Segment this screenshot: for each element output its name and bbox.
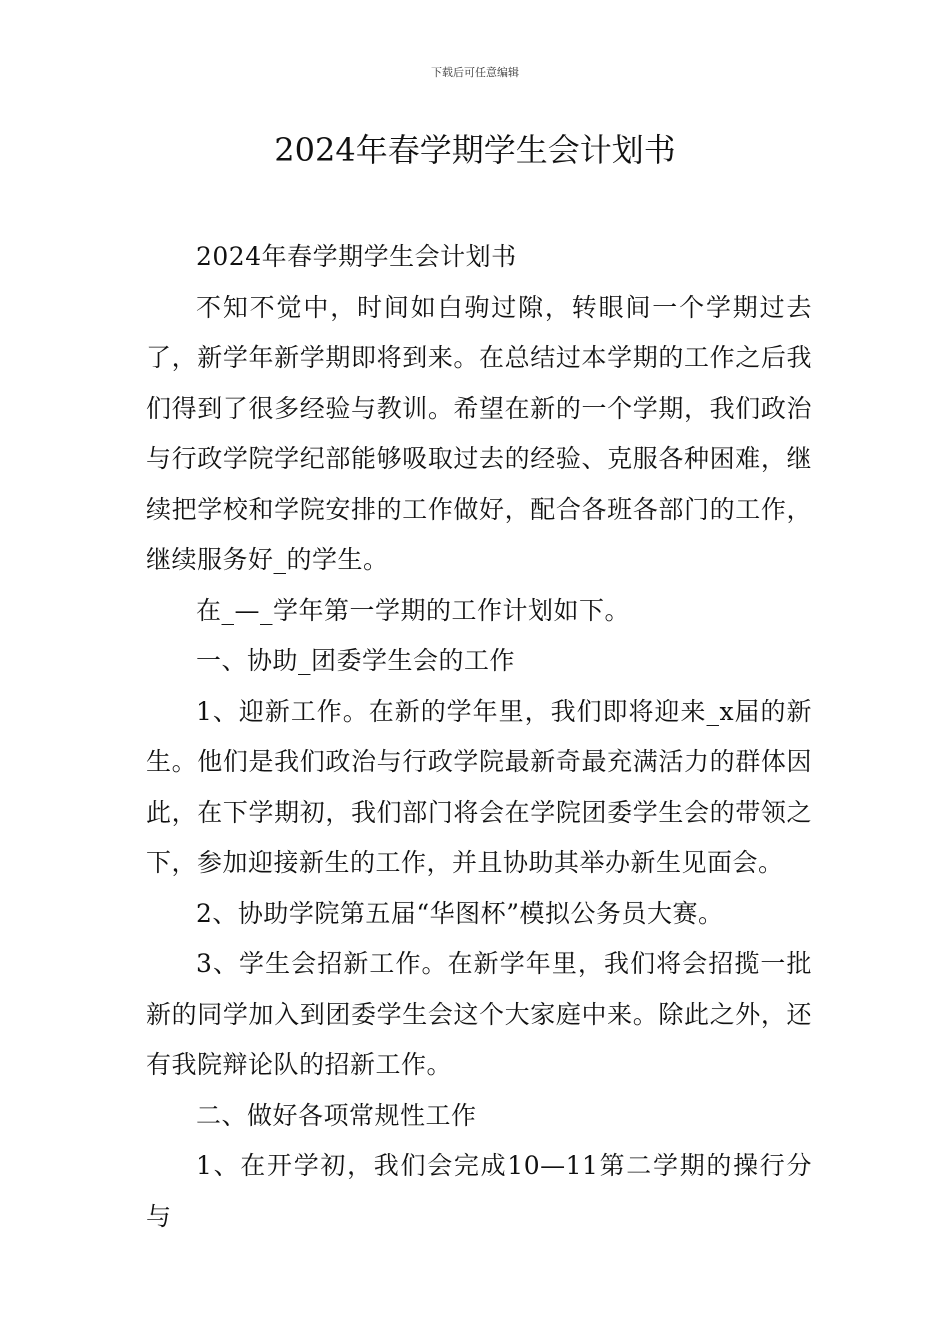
paragraph-subtitle: 2024年春学期学生会计划书: [196, 242, 517, 271]
paragraph-item-2-1: 1、在开学初，我们会完成10—11第二学期的操行分与: [146, 1151, 812, 1231]
document-body: [146, 232, 812, 1242]
section-heading-2: 二、做好各项常规性工作: [196, 1100, 477, 1130]
paragraph-item-1-1: 1、迎新工作。在新的学年里，我们即将迎来_x届的新生。他们是我们政治与行政学院最新奇最充满活力的群体因此，在下学期初，我们部门将会在学院团委学生会的带领之下，参加迎接新生的工作，并且协助其举办新生见面会。: [146, 696, 812, 877]
paragraph-item-1-3: 3、学生会招新工作。在新学年里，我们将会招揽一批新的同学加入到团委学生会这个大家庭中来。除此之外，还有我院辩论队的招新工作。: [146, 949, 812, 1079]
header-note: 下载后可任意编辑: [431, 66, 519, 79]
paragraph-plan-lead: 在_—_学年第一学期的工作计划如下。: [196, 595, 631, 625]
paragraph-intro: 不知不觉中，时间如白驹过隙，转眼间一个学期过去了，新学年新学期即将到来。在总结过本学期的工作之后我们得到了很多经验与教训。希望在新的一个学期，我们政治与行政学院学纪部能够吸取过去的经验、克服各种困难，继续把学校和学院安排的工作做好，配合各班各部门的工作，继续服务好_的学生。: [146, 292, 812, 574]
document-title: 2024年春学期学生会计划书: [274, 131, 676, 169]
section-heading-1: 一、协助_团委学生会的工作: [196, 646, 516, 675]
paragraph-item-1-2: 2、协助学院第五届“华图杯”模拟公务员大赛。: [196, 898, 724, 928]
